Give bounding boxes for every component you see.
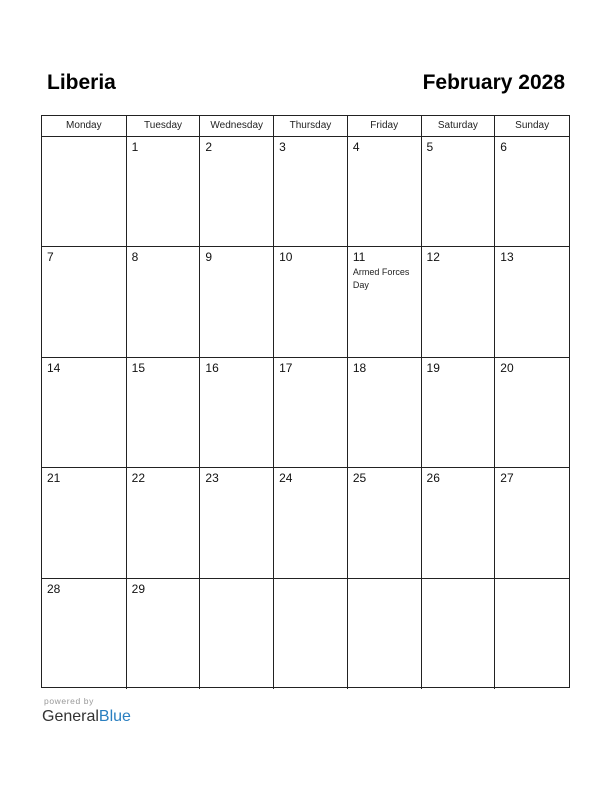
day-number: 17 <box>279 360 293 375</box>
holiday-label: Armed Forces Day <box>352 267 410 291</box>
day-cell <box>42 358 127 467</box>
day-cell <box>127 137 201 246</box>
weekday-thursday: Thursday <box>274 116 348 136</box>
day-number: 7 <box>47 250 54 265</box>
week-row <box>42 579 569 689</box>
day-cell <box>42 468 127 577</box>
day-cell <box>495 358 569 467</box>
day-cell <box>200 468 274 577</box>
day-cell <box>42 579 127 689</box>
day-number: 8 <box>131 250 139 265</box>
day-cell <box>348 579 422 689</box>
day-cell <box>274 358 348 467</box>
day-cell <box>127 468 201 577</box>
day-number: 4 <box>352 140 360 154</box>
day-cell <box>42 137 127 246</box>
day-number: 14 <box>47 360 61 375</box>
day-cell <box>200 137 274 246</box>
week-row <box>42 358 569 468</box>
day-number: 24 <box>279 471 293 486</box>
day-number: 28 <box>47 581 61 596</box>
week-row <box>42 137 569 247</box>
day-number: 10 <box>279 250 293 265</box>
weekday-friday: Friday <box>348 116 422 136</box>
day-number: 21 <box>47 471 61 486</box>
day-number: 29 <box>131 581 146 596</box>
day-number: 22 <box>131 471 146 486</box>
day-cell <box>348 247 422 356</box>
day-cell <box>348 358 422 467</box>
powered-by-text: powered by <box>44 696 94 706</box>
weekday-header-row <box>42 116 569 137</box>
day-cell <box>200 579 274 689</box>
week-row <box>42 247 569 357</box>
day-cell <box>495 137 569 246</box>
country-title: Liberia <box>47 71 116 94</box>
day-cell <box>422 468 496 577</box>
day-number: 9 <box>205 250 213 265</box>
day-cell <box>422 137 496 246</box>
day-cell <box>495 468 569 577</box>
day-cell <box>127 579 201 689</box>
day-number: 15 <box>131 360 146 375</box>
day-number: 2 <box>205 140 213 154</box>
day-number: 5 <box>426 140 434 154</box>
day-number: 1 <box>131 140 139 154</box>
day-cell <box>200 358 274 467</box>
day-cell <box>274 468 348 577</box>
day-number: 26 <box>426 471 440 486</box>
day-number: 16 <box>205 360 219 375</box>
calendar-grid <box>41 115 570 688</box>
weekday-wednesday: Wednesday <box>200 116 274 136</box>
day-cell <box>422 358 496 467</box>
day-number: 6 <box>500 140 507 154</box>
day-cell <box>274 137 348 246</box>
day-cell <box>127 358 201 467</box>
day-number: 27 <box>500 471 514 486</box>
month-title: February 2028 <box>422 71 565 94</box>
day-cell <box>200 247 274 356</box>
day-cell <box>422 579 496 689</box>
brand-general: General <box>42 708 99 725</box>
day-cell <box>274 247 348 356</box>
day-number: 25 <box>352 471 367 486</box>
weekday-sunday: Sunday <box>515 120 550 131</box>
day-number: 18 <box>352 360 367 375</box>
day-cell <box>127 247 201 356</box>
day-number: 3 <box>279 140 286 154</box>
brand-logo <box>42 708 131 726</box>
day-cell <box>348 468 422 577</box>
day-number: 19 <box>426 360 440 375</box>
weekday-tuesday: Tuesday <box>127 116 201 136</box>
day-cell <box>42 247 127 356</box>
day-number: 11 <box>352 250 366 265</box>
weekday-monday: Monday <box>42 116 127 136</box>
day-cell <box>348 137 422 246</box>
day-number: 23 <box>205 471 219 486</box>
weekday-saturday: Saturday <box>422 116 496 136</box>
day-number: 13 <box>500 250 514 265</box>
day-cell <box>495 247 569 356</box>
day-number: 12 <box>426 250 440 265</box>
day-cell <box>495 579 569 689</box>
week-row <box>42 468 569 578</box>
day-cell <box>422 247 496 356</box>
day-cell <box>274 579 348 689</box>
brand-blue: Blue <box>98 708 131 725</box>
day-number: 20 <box>500 360 514 375</box>
